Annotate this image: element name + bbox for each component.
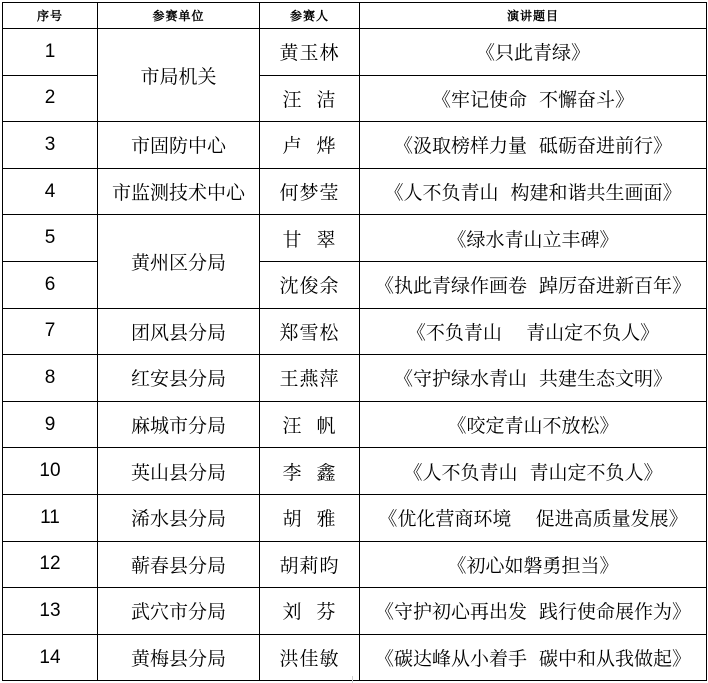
row-topic: 《初心如磐勇担当》 (360, 541, 707, 588)
row-index: 14 (3, 634, 98, 681)
row-person: 何梦莹 (260, 168, 360, 215)
row-person: 胡 雅 (260, 494, 360, 541)
row-index: 12 (3, 541, 98, 588)
row-person: 卢 烨 (260, 122, 360, 169)
table-row (3, 588, 707, 635)
header-row (3, 3, 707, 29)
row-person: 胡莉昀 (260, 541, 360, 588)
row-unit: 市固防中心 (98, 122, 260, 169)
row-unit: 黄梅县分局 (98, 634, 260, 681)
row-topic: 《咬定青山不放松》 (360, 401, 707, 448)
table-row (3, 494, 707, 541)
table-row (3, 355, 707, 402)
table-row (3, 541, 707, 588)
row-person: 王燕萍 (260, 355, 360, 402)
row-topic: 《人不负青山 构建和谐共生画面》 (360, 168, 707, 215)
row-person: 李 鑫 (260, 448, 360, 495)
row-unit: 市监测技术中心 (98, 168, 260, 215)
table-row (3, 308, 707, 355)
row-index: 4 (3, 168, 98, 215)
row-unit: 红安县分局 (98, 355, 260, 402)
row-topic: 《执此青绿作画卷 踔厉奋进新百年》 (360, 261, 707, 308)
row-index: 11 (3, 494, 98, 541)
row-topic: 《只此青绿》 (360, 29, 707, 76)
row-unit: 蕲春县分局 (98, 541, 260, 588)
row-topic: 《守护绿水青山 共建生态文明》 (360, 355, 707, 402)
row-index: 1 (3, 29, 98, 76)
row-index: 5 (3, 215, 98, 262)
contest-table (2, 2, 707, 681)
row-unit: 团风县分局 (98, 308, 260, 355)
row-unit: 麻城市分局 (98, 401, 260, 448)
row-index: 10 (3, 448, 98, 495)
row-index: 7 (3, 308, 98, 355)
table-row (3, 122, 707, 169)
row-person: 甘 翠 (260, 215, 360, 262)
row-index: 9 (3, 401, 98, 448)
table-row (3, 448, 707, 495)
row-unit: 英山县分局 (98, 448, 260, 495)
row-topic: 《守护初心再出发 践行使命展作为》 (360, 588, 707, 635)
row-index: 6 (3, 261, 98, 308)
row-person: 黄玉林 (260, 29, 360, 76)
row-person: 汪 帆 (260, 401, 360, 448)
header-topic: 演讲题目 (360, 3, 707, 29)
row-unit: 黄州区分局 (98, 215, 260, 308)
row-person: 郑雪松 (260, 308, 360, 355)
header-person: 参赛人 (260, 3, 360, 29)
row-unit: 浠水县分局 (98, 494, 260, 541)
table-row (3, 401, 707, 448)
row-index: 2 (3, 75, 98, 122)
header-unit: 参赛单位 (98, 3, 260, 29)
row-person: 刘 芬 (260, 588, 360, 635)
row-index: 8 (3, 355, 98, 402)
row-index: 3 (3, 122, 98, 169)
row-topic: 《不负青山 青山定不负人》 (360, 308, 707, 355)
row-index: 13 (3, 588, 98, 635)
page-edge-mark (352, 676, 375, 683)
header-index: 序号 (3, 3, 98, 29)
row-topic: 《绿水青山立丰碑》 (360, 215, 707, 262)
row-person: 洪佳敏 (260, 634, 360, 681)
row-topic: 《汲取榜样力量 砥砺奋进前行》 (360, 122, 707, 169)
row-unit: 市局机关 (98, 29, 260, 122)
table-row (3, 168, 707, 215)
row-topic: 《碳达峰从小着手 碳中和从我做起》 (360, 634, 707, 681)
row-topic: 《人不负青山 青山定不负人》 (360, 448, 707, 495)
row-topic: 《优化营商环境 促进高质量发展》 (360, 494, 707, 541)
table-row (3, 215, 707, 262)
row-person: 汪 洁 (260, 75, 360, 122)
table-row (3, 634, 707, 681)
row-topic: 《牢记使命 不懈奋斗》 (360, 75, 707, 122)
row-person: 沈俊余 (260, 261, 360, 308)
row-unit: 武穴市分局 (98, 588, 260, 635)
table-row (3, 29, 707, 76)
